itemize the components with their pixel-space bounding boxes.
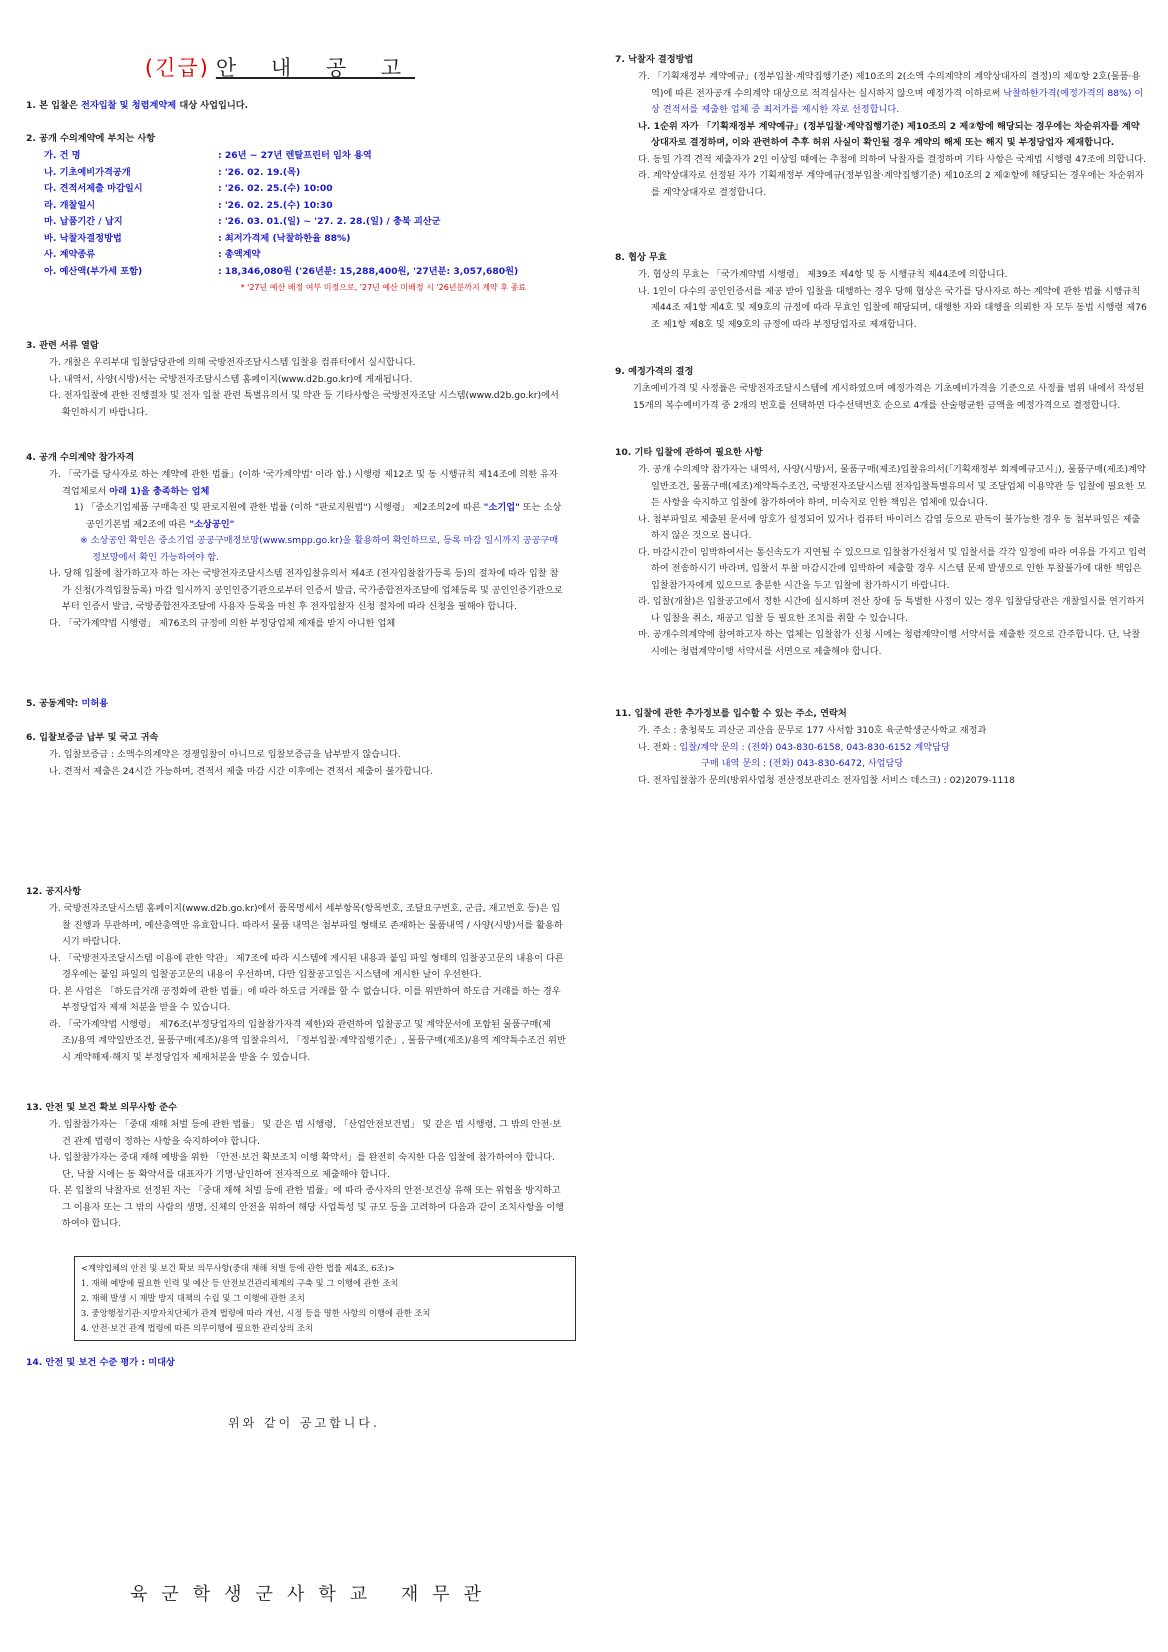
section-6-body: 가. 입찰보증금 : 소액수의계약은 경쟁입찰이 아니므로 입찰보증금을 납부받지 않습니다. 나. 견적서 제출은 24시간 가능하며, 견적서 제출 마감 시간 이후에는 견적서 제출이 불가합니다. bbox=[49, 749, 433, 777]
section-12-body: 가. 국방전자조달시스템 홈페이지(www.d2b.go.kr)에서 품목명세서 세부항목(항목번호, 조달요구번호, 군급, 재고번호 등)은 입찰 진행과 무관하며, 예산총액만 유효합니다. 따라서 물품 내역은 첨부파일 형태로 존재하는 물품내역 / 사양(시방)서를 활용하시기 바랍니다. 나. 「국방전자조달시스템 이용에 관한 약관」 제7조에 따라 시스템에 게시된 내용과 붙임 파일 형태의 입찰공고문의 내용이 다른 경우에는 붙임 파일의 입찰공고문의 내용이 우선하며, 다만 입찰공고일은 시스템에 게시한 날이 우선한다. 다. 본 사업은 「하도급거래 공정화에 관한 법률」에 따라 하도급 거래를 할 수 없습니다. 이를 위반하여 하도급 거래를 하는 경우 부정당업자 제재 처분을 받을 수 있습니다. 라. 「국가계약법 시행령」 제76조(부정당업자의 입찰참가자격 제한)와 관련하여 입찰공고 및 계약문서에 포함된 물품구매(제조)/용역 계약일반조건, 물품구매(제조)/용역 입찰유의서, 「정부입찰·계약집행기준」, 물품구매(제조)/용역 계약특수조건 위반 시 계약해제·해지 및 부정당업자 제재처분을 받을 수 있습니다. bbox=[49, 903, 566, 1063]
section-14: 14. 안전 및 보건 수준 평가 : 미대상 bbox=[26, 1357, 175, 1368]
section-13-heading: 13. 안전 및 보건 확보 의무사항 준수 bbox=[26, 1102, 177, 1113]
section-4-heading: 4. 공개 수의계약 참가자격 bbox=[26, 452, 135, 463]
section-5: 5. 공동계약: 미허용 bbox=[26, 698, 109, 709]
urgent-label: (긴급) bbox=[144, 56, 210, 80]
row-method: 바. 낙찰자결정방법 : 최저가격제 (낙찰하한율 88%) bbox=[44, 232, 351, 244]
section-9-heading: 9. 예정가격의 결정 bbox=[615, 366, 694, 377]
section-2-table bbox=[26, 148, 566, 297]
row-contract-type: 사. 계약종류 : 총액계약 bbox=[44, 249, 261, 260]
section-2-heading: 2. 공개 수의계약에 부치는 사항 bbox=[26, 133, 156, 144]
row-opening: 라. 개찰일시 : '26. 02. 25.(수) 10:30 bbox=[44, 199, 333, 211]
smpp-note: ※ 소상공인 확인은 중소기업 공공구매정보망(www.smpp.go.kr)을 활용하여 확인하므로, 등록 마감 일시까지 공공구매정보망에서 확인 가능하여야 함. bbox=[80, 535, 559, 563]
purchase-phone: 구매 내역 문의 : (전화) 043-830-6472, 사업담당 bbox=[701, 758, 904, 769]
section-8-body: 가. 협상의 무효는 「국가계약법 시행령」 제39조 제4항 및 동 시행규칙 제44조에 의합니다. 나. 1인이 다수의 공인인증서를 제공 받아 입찰을 대행하는 경우 당해 협상은 국가를 당사자로 하는 계약에 관한 법률 시행규칙 제44조 제1항 제4호 및 제9호의 규정에 따라 무효인 입찰에 해당되며, 대행한 자와 대행을 의뢰한 자 모두 동법 시행령 제76조 제1항 제8호 및 제9호의 규정에 따라 부정당업자로 제재합니다. bbox=[638, 269, 1147, 330]
section-7-body: 가. 「기획재정부 계약예규」(정부입찰·계약집행기준) 제10조의 2(소액 수의계약의 계약상대자의 결정)의 제①항 2호(물품·용역)에 따른 전자공개 수의계약 대상으로 적격심사는 실시하지 않으며 예정가격 이하로써 낙찰하한가격(예정가격의 88%) 이상 견적서를 제출한 업체 중 최저가를 제시한 자로 선정합니다. 나. 1순위 자가 「기획재정부 계약예규」(정부입찰·계약집행기준) 제10조의 2 제②항에 해당되는 경우에는 차순위자를 계약상대자로 결정하며, 이와 관련하여 추후 허위 사실이 확인될 경우 계약의 해제 또는 해지 및 부정당업자 제재합니다. 다. 동일 가격 견적 제출자가 2인 이상일 때에는 추첨에 의하여 낙찰자를 결정하며 기타 사항은 국계법 시행령 47조에 의합니다. 라. 계약상대자로 선정된 자가 기획재정부 계약예규(정부입찰·계약집행기준) 제10조의 2 제②항에 해당되는 경우에는 차순위자를 계약상대자로 결정합니다. bbox=[638, 71, 1146, 198]
row-deadline: 다. 견적서제출 마감일시 : '26. 02. 25.(수) 10:00 bbox=[44, 183, 333, 194]
section-10-body: 가. 공개 수의계약 참가자는 내역서, 사양(시방)서, 물품구매(제조)입찰유의서(「기획재정부 회계예규고시」), 물품구매(제조)계약일반조건, 물품구매(제조)계약특수조건, 국방전자조달시스템 전자입찰특별유의서 및 조달업체 이용약관 등 입찰에 필요한 모든 사항을 숙지하고 입찰에 참가하여야 하며, 미숙지로 인한 책임은 업체에 있습니다. 나. 첨부파일로 제출된 문서에 암호가 설정되어 있거나 컴퓨터 바이러스 감염 등으로 판독이 불가능한 경우 동 첨부파일은 제출하지 않은 것으로 봅니다. 다. 마감시간이 임박하여서는 통신속도가 지연될 수 있으므로 입찰참가신청서 및 입찰서를 각각 일정에 따라 여유를 가지고 입력하여 전송하시기 바라며, 입찰서 투찰 마감시간에 임박하여 제출할 경우 시스템 문제 발생으로 인한 투찰불가에 대한 책임은 입찰참가자에게 있으므로 충분한 시간을 두고 입찰에 참가하시기 바랍니다. 라. 입찰(개찰)은 입찰공고에서 정한 시간에 실시하며 전산 장애 등 특별한 사정이 있는 경우 입찰담당관은 개찰일시를 연기하거나 입찰을 취소, 재공고 입찰 등 필요한 조치를 취할 수 있습니다. 마. 공개수의계약에 참여하고자 하는 업체는 입찰참가 신청 시에는 청렴계약이행 서약서를 제출한 것으로 간주합니다. 단, 낙찰 시에는 청렴계약이행 서약서를 서면으로 제출해야 합니다. bbox=[638, 464, 1147, 657]
row-preprice: 나. 기초예비가격공개 : '26. 02. 19.(목) bbox=[44, 166, 301, 178]
section-1: 1. 본 입찰은 전자입찰 및 청렴계약제 대상 사업입니다. bbox=[26, 100, 249, 111]
row-budget: 아. 예산액(부가세 포함) : 18,346,080원 ('26년분: 15,288,400원, '27년분: 3,057,680원) bbox=[44, 265, 519, 277]
section-13-body: 가. 입찰참가자는 「중대 재해 처벌 등에 관한 법률」 및 같은 법 시행령, 「산업안전보건법」 및 같은 법 시행령, 그 밖의 안전·보건 관계 법령이 정하는 사항을 숙지하여야 합니다. 나. 입찰참가자는 중대 재해 예방을 위한 「안전·보건 확보조치 이행 확약서」를 완전히 숙지한 다음 입찰에 참가하여야 합니다. 단, 낙찰 시에는 동 확약서를 대표자가 기명·날인하여 전자적으로 제출해야 합니다. 다. 본 입찰의 낙찰자로 선정된 자는 「중대 재해 처벌 등에 관한 법률」에 따라 종사자의 안전·보건상 유해 또는 위험을 방지하고 그 이용자 또는 그 밖의 사람의 생명, 신체의 안전을 위하여 해당 사업특성 및 규모 등을 고려하여 다음과 같이 조치사항을 이행하여야 합니다. bbox=[49, 1119, 565, 1229]
budget-note: * '27년 예산 배정 여부 미정으로, '27년 예산 미배정 시 '26년분까지 계약 후 종료 bbox=[240, 283, 526, 292]
row-delivery: 마. 납품기간 / 납지 : '26. 03. 01.(일) ~ '27. 2. 28.(일) / 충북 괴산군 bbox=[44, 216, 441, 227]
section-11-body: 가. 주소 : 충청북도 괴산군 괴산읍 문무로 177 사서함 310호 육군학생군사학교 재정과 나. 전화 : 입찰/계약 문의 : (전화) 043-830-6158, 043-830-6152 계약담당 구매 내역 문의 : (전화) 043-830-6472, 사업담당 다. 전자입찰참가 문의(방위사업청 전산정보관리소 전자입찰 서비스 데스크) : 02)2079-1118 bbox=[615, 723, 1147, 789]
contract-phone: 입찰/계약 문의 : (전화) 043-830-6158, 043-830-6152 계약담당 bbox=[679, 741, 950, 753]
closing-statement: 위와 같이 공고합니다. bbox=[228, 1416, 380, 1430]
section-10-heading: 10. 기타 입찰에 관하여 필요한 사항 bbox=[615, 447, 763, 458]
section-12-heading: 12. 공지사항 bbox=[26, 886, 81, 897]
obligations-box: <계약업체의 안전 및 보건 확보 의무사항(중대 재해 처벌 등에 관한 법률 제4조, 6조)> 1. 재해 예방에 필요한 인력 및 예산 등 안전보건관리체계의 구축 및 그 이행에 관한 조치 2. 재해 발생 시 재발 방지 대책의 수립 및 그 이행에 관한 조치 3. 중앙행정기관·지방자치단체가 관계 법령에 따라 개선, 시정 등을 명한 사항의 이행에 관한 조치 4. 안전·보건 관계 법령에 따른 의무이행에 필요한 관리상의 조치 bbox=[74, 1256, 576, 1341]
signer: 육군학생군사학교 재무관 bbox=[130, 1584, 495, 1605]
title-text: 안 내 공 고 bbox=[215, 56, 416, 80]
page-title bbox=[0, 52, 560, 82]
section-9-body: 기초예비가격 및 사정률은 국방전자조달시스템에 게시하였으며 예정가격은 기초예비가격을 기준으로 사정률 범위 내에서 작성된 15개의 복수예비가격 중 2개의 번호를 선택하면 다수선택번호 순으로 4개를 산술평균한 금액을 예정가격으로 결정합니다. bbox=[633, 383, 1145, 411]
section-6-heading: 6. 입찰보증금 납부 및 국고 귀속 bbox=[26, 732, 159, 743]
section-4-body: 가. 「국가를 당사자로 하는 계약에 관한 법률」(이하 '국가계약법' 이라 함.) 시행령 제12조 및 동 시행규칙 제14조에 의한 유자격업체로서 아래 1)을 충족하는 업체 1) 「중소기업제품 구매촉진 및 판로지원에 관한 법률 (이하 "판로지원법") 시행령」 제2조의2에 따른 "소기업" 또는 소상공인기본법 제2조에 따른 "소상공인" ※ 소상공인 확인은 중소기업 공공구매정보망(www.smpp.go.kr)을 활용하여 확인하므로, 등록 마감 일시까지 공공구매정보망에서 확인 가능하여야 함. 나. 당해 입찰에 참가하고자 하는 자는 국방전자조달시스템 전자입찰유의서 제4조 (전자입찰참가등록 등)의 절차에 따라 입찰 참가 신청(가격입찰등록) 마감 일시까지 공인인증기관으로부터 인증서 발급, 국가종합전자조달에 업체등록 및 공인인증기관으로부터 인증서 발급, 국방종합전자조달에 사용자 등록을 마친 후 전자입찰자 신청 절차에 따라 신청을 필해야 합니다. 다. 「국가계약법 시행령」 제76조의 규정에 의한 부정당업체 제재를 받지 아니한 업체 bbox=[26, 467, 566, 632]
section-3-heading: 3. 관련 서류 열람 bbox=[26, 340, 99, 351]
section-11-heading: 11. 입찰에 관한 추가정보를 입수할 수 있는 주소, 연락처 bbox=[615, 708, 847, 719]
section-3-body: 가. 개찰은 우리부대 입찰담당관에 의해 국방전자조달시스템 입찰용 컴퓨터에서 실시합니다. 나. 내역서, 사양(시방)서는 국방전자조달시스템 홈페이지(www.d2b.go.kr)에 게재됩니다. 다. 전자입찰에 관한 진행절차 및 전자 입찰 관련 특별유의서 및 약관 등 기타사항은 국방전자조달 시스템(www.d2b.go.kr)에서 확인하시기 바랍니다. bbox=[49, 357, 559, 418]
section-7-heading: 7. 낙찰자 결정방법 bbox=[615, 54, 694, 65]
section-8-heading: 8. 협상 무효 bbox=[615, 252, 667, 263]
row-name: 가. 건 명 : 26년 ~ 27년 렌탈프린터 임차 용역 bbox=[44, 150, 372, 161]
